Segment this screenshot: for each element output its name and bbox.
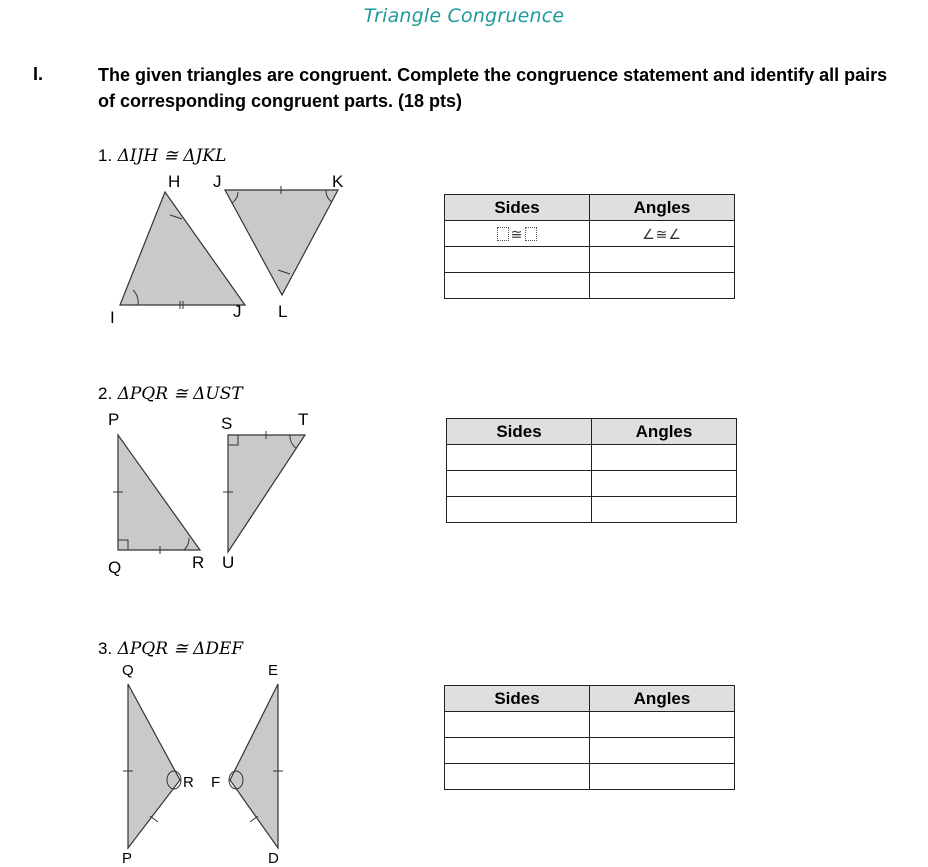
vertex-r-3: R [183,774,194,791]
sides-cell[interactable] [447,497,592,523]
angles-header: Angles [590,686,735,712]
angles-cell[interactable] [592,445,737,471]
angles-cell[interactable] [590,221,735,247]
problem-3-congruence: ΔPQR ≅ ΔDEF [117,639,244,659]
vertex-r: R [192,553,205,572]
problem-1-table [444,194,735,299]
triangle-ust [228,435,305,552]
angles-cell[interactable] [590,712,735,738]
sides-cell[interactable] [445,712,590,738]
triangle-jkl [225,190,338,295]
sides-cell[interactable] [445,764,590,790]
problem-1-statement: 1. ΔIJH ≅ ΔJKL [98,146,227,166]
vertex-p: P [108,410,120,429]
triangle-pqr [118,435,200,550]
sides-cell[interactable] [447,445,592,471]
vertex-h: H [168,172,181,191]
vertex-d: D [268,850,279,867]
problem-3-statement: 3. ΔPQR ≅ ΔDEF [98,639,244,659]
vertex-p-3: P [122,850,133,867]
vertex-e: E [268,662,279,679]
problem-2-table [446,418,737,523]
sides-hint: ≅ [510,225,524,242]
vertex-i: I [110,308,115,327]
angles-cell[interactable] [592,497,737,523]
vertex-q-3: Q [122,662,134,679]
vertex-f: F [211,774,221,791]
triangle-def [230,684,278,848]
problem-1-figure [100,170,360,320]
section-instructions: The given triangles are congruent. Complete the congruence statement and identify all pairs of corresponding congruent parts. (18 pts) [98,65,888,111]
problem-2-figure [100,420,330,570]
sides-cell[interactable] [447,471,592,497]
vertex-t: T [298,410,309,429]
problem-1-congruence: ΔIJH ≅ ΔJKL [117,146,227,166]
vertex-q: Q [108,558,122,577]
problem-2-statement: 2. ΔPQR ≅ ΔUST [98,384,243,404]
triangle-ijh [120,192,245,305]
sides-header: Sides [445,686,590,712]
angles-cell[interactable] [590,273,735,299]
sides-header: Sides [445,195,590,221]
sides-cell[interactable] [445,247,590,273]
triangle-pqr-3 [128,684,180,848]
vertex-j-top: J [213,172,222,191]
angles-cell[interactable] [592,471,737,497]
vertex-k: K [332,172,344,191]
sides-cell[interactable] [445,273,590,299]
section-numeral: I. [33,64,44,84]
vertex-u: U [222,553,235,572]
angles-cell[interactable] [590,247,735,273]
angles-header: Angles [590,195,735,221]
vertex-s: S [221,414,233,433]
problem-3-figure [110,676,300,856]
tick-mark [150,816,158,822]
angles-cell[interactable] [590,764,735,790]
problem-2-congruence: ΔPQR ≅ ΔUST [117,384,243,404]
sides-cell[interactable] [445,221,590,247]
vertex-j-bottom: J [233,302,242,321]
angles-header: Angles [592,419,737,445]
sides-cell[interactable] [445,738,590,764]
problem-3-table [444,685,735,790]
angles-cell[interactable] [590,738,735,764]
worksheet-title: Triangle Congruence [363,5,565,27]
angles-hint: ∠≅∠ [642,225,682,242]
sides-header: Sides [447,419,592,445]
vertex-l: L [278,302,288,321]
